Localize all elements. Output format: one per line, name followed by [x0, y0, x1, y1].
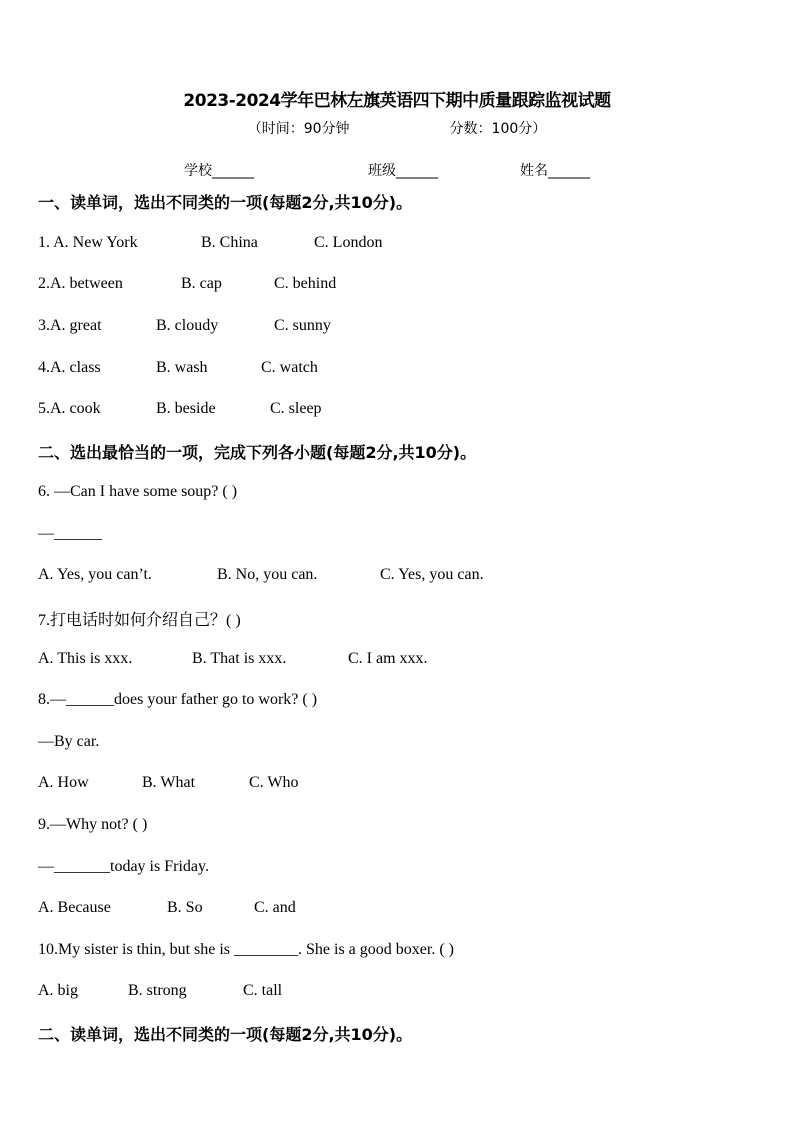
q3-option-c: C. sunny	[274, 317, 331, 334]
q8-option-c: C. Who	[249, 774, 299, 791]
question-8-answer: —By car.	[38, 733, 100, 750]
q3-option-b: B. cloudy	[156, 317, 219, 334]
question-7-options	[38, 650, 428, 668]
name-field: 姓名______	[520, 163, 590, 179]
question-4	[38, 359, 318, 377]
q10-option-b: B. strong	[128, 982, 187, 999]
class-field: 班级______	[368, 163, 438, 179]
exam-time: （时间：90分钟	[247, 121, 350, 137]
section3-heading: 二、读单词，选出不同类的一项(每题2分,共10分)。	[38, 1025, 413, 1044]
question-8-options	[38, 774, 299, 792]
question-8-stem: 8.—______does your father go to work? ( )	[38, 691, 318, 708]
question-10-options	[38, 982, 283, 1000]
q10-option-c: C. tall	[243, 982, 283, 999]
question-3	[38, 317, 331, 335]
question-9-answer: —_______today is Friday.	[38, 858, 209, 875]
q5-option-a: 5.A. cook	[38, 400, 101, 417]
q4-option-c: C. watch	[261, 359, 318, 376]
q2-option-b: B. cap	[181, 275, 222, 292]
q7-option-a: A. This is xxx.	[38, 650, 133, 667]
school-field: 学校______	[184, 163, 254, 179]
q7-option-b: B. That is xxx.	[192, 650, 287, 667]
q1-option-a: 1. A. New York	[38, 234, 138, 251]
question-10-stem: 10.My sister is thin, but she is ________. She is a good boxer. ( )	[38, 941, 454, 958]
q10-option-a: A. big	[38, 982, 78, 999]
exam-score: 分数：100分）	[449, 121, 547, 137]
question-9-options	[38, 899, 296, 917]
question-5	[38, 400, 322, 418]
q1-option-c: C. London	[314, 234, 383, 251]
section2-heading: 二、选出最恰当的一项，完成下列各小题(每题2分,共10分)。	[38, 443, 477, 462]
q3-option-a: 3.A. great	[38, 317, 102, 334]
exam-subtitle	[0, 118, 794, 138]
question-7-stem: 7.打电话时如何介绍自己？( )	[38, 612, 241, 629]
q6-option-c: C. Yes, you can.	[380, 566, 484, 583]
question-6-stem: 6. —Can I have some soup? ( )	[38, 483, 238, 500]
exam-title: 2023-2024学年巴林左旗英语四下期中质量跟踪监视试题	[183, 91, 611, 111]
q2-option-a: 2.A. between	[38, 275, 123, 292]
q8-option-a: A. How	[38, 774, 89, 791]
q2-option-c: C. behind	[274, 275, 337, 292]
q6-option-b: B. No, you can.	[217, 566, 318, 583]
q6-option-a: A. Yes, you can’t.	[38, 566, 152, 583]
q9-option-c: C. and	[254, 899, 296, 916]
section1-heading: 一、读单词，选出不同类的一项(每题2分,共10分)。	[38, 193, 413, 212]
q7-option-c: C. I am xxx.	[348, 650, 428, 667]
question-1	[38, 234, 383, 252]
q4-option-a: 4.A. class	[38, 359, 101, 376]
question-2	[38, 275, 337, 293]
q1-option-b: B. China	[201, 234, 258, 251]
q8-option-b: B. What	[142, 774, 196, 791]
q5-option-c: C. sleep	[270, 400, 322, 417]
q9-option-a: A. Because	[38, 899, 111, 916]
q4-option-b: B. wash	[156, 359, 208, 376]
question-9-stem: 9.—Why not? ( )	[38, 816, 148, 833]
q5-option-b: B. beside	[156, 400, 216, 417]
q9-option-b: B. So	[167, 899, 203, 916]
question-6-answer: —______	[38, 525, 102, 542]
question-6-options	[38, 566, 484, 584]
